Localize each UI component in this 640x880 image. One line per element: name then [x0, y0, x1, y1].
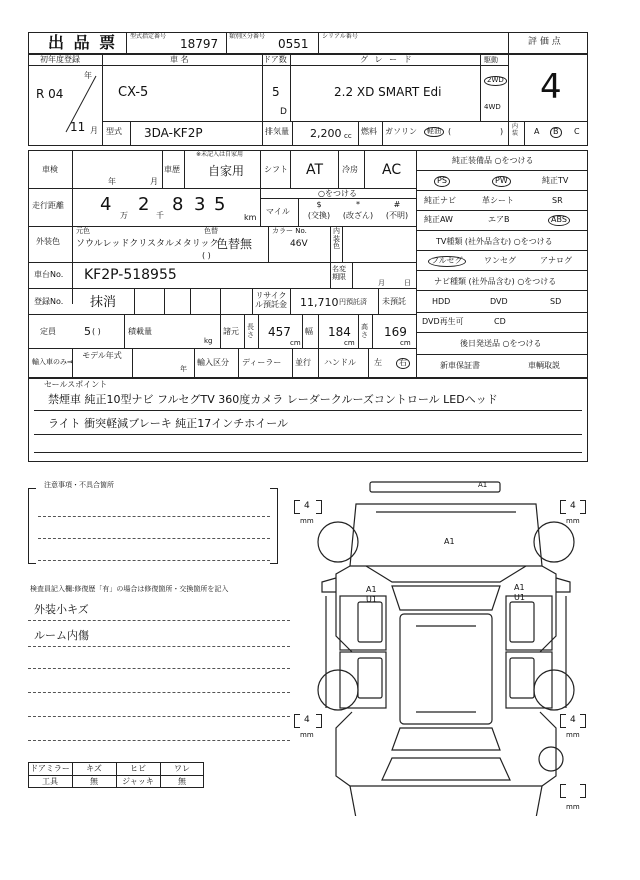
tire-front-left: 4 [304, 501, 310, 511]
mileage-mark-note: ○をつける [318, 189, 357, 198]
tire-rear-left: 4 [304, 715, 310, 725]
sales-points-label: セールスポイント [44, 380, 108, 389]
width-unit: cm [344, 339, 355, 347]
doors: 5 [272, 85, 280, 99]
mileage-digit-2: 2 [138, 194, 150, 215]
model-year-label: モデル年式 [82, 351, 122, 360]
first-reg-label: 初年度登録 [40, 55, 80, 64]
defect-line-2: ルーム内傷 [34, 629, 89, 642]
form-title: 出 品 票 [48, 33, 118, 52]
interior-color-label: 内装色 [333, 227, 340, 251]
legend-tools: 工具 [42, 777, 58, 786]
interior-a: A [534, 127, 540, 136]
mile-label: マイル [266, 207, 290, 216]
tire-front-right: 4 [570, 501, 576, 511]
legend-tools-value: 無 [90, 777, 98, 786]
chassis-no: KF2P-518955 [84, 267, 177, 283]
first-reg-year-suffix: 年 [84, 71, 92, 80]
recycle-status: 未預託 [382, 297, 406, 306]
equip-sr: SR [552, 196, 563, 205]
door-type: D [280, 107, 287, 117]
drive-4wd: 4WD [484, 103, 501, 111]
drive-label: 駆動 [484, 56, 498, 64]
displacement-label: 排気量 [265, 127, 289, 136]
capacity: 5 [84, 325, 91, 338]
color-no: 46V [290, 239, 308, 249]
capacity-label: 定員 [40, 327, 56, 336]
category-number-label: 類別区分番号 [229, 33, 266, 40]
width: 184 [328, 325, 351, 339]
handle-label: ハンドル [324, 358, 356, 367]
nav-sd: SD [550, 297, 562, 306]
original-color: ソウルレッドクリスタルメタリック [76, 239, 219, 249]
interior-c: C [574, 127, 580, 136]
mileage-digit-1: 4 [100, 194, 112, 215]
history: 自家用 [208, 164, 245, 178]
tv-fullseg: フルセグ [428, 256, 466, 267]
fuel-other-open: ( [448, 127, 452, 136]
tire-rear-right-unit: mm [566, 731, 580, 739]
nav-dvd-play: DVD再生可 [422, 317, 464, 326]
displacement: 2,200 [310, 127, 342, 140]
category-number: 0551 [278, 37, 309, 51]
mileage-digit-3: 8 [172, 194, 184, 215]
legend-scratch: キズ [86, 764, 102, 773]
defect-line-1: 外装小キズ [34, 603, 89, 616]
import-class-label: 輸入区分 [197, 358, 229, 367]
first-reg-month-suffix: 月 [90, 126, 98, 135]
import-parallel: 並行 [295, 358, 311, 367]
interior-b: B [550, 127, 562, 138]
exchange-symbol: $ [316, 200, 322, 209]
shaken-year-suffix: 年 [108, 177, 116, 186]
color-no-label: カラー No. [272, 227, 307, 235]
expiry-month: 月 [378, 279, 385, 287]
model-type: 3DA-KF2P [144, 126, 203, 140]
notes-label: 注意事項・不具合箇所 [44, 481, 114, 489]
nav-hdd: HDD [432, 297, 451, 306]
fuel-label: 燃料 [361, 127, 377, 136]
paint-change-label: 色替 [204, 227, 218, 235]
legend-jack-value: 無 [178, 777, 186, 786]
sales-line-1: 禁煙車 純正10型ナビ フルセグTV 360度カメラ レーダークルーズコントロール LEDヘッド [48, 393, 498, 406]
equip-aw: 純正AW [424, 215, 453, 224]
reg-no-label: 登録No. [34, 297, 64, 306]
height-label: 高さ [361, 323, 368, 339]
expiry-day: 日 [404, 279, 411, 287]
spare-tire-icon [536, 744, 566, 774]
tamper-label: (改ざん) [342, 211, 374, 220]
tire-front-left-unit: mm [300, 517, 314, 525]
mileage-unit-sen: 千 [156, 211, 164, 220]
first-reg-year: R 04 [36, 87, 64, 101]
tire-rear-left-unit: mm [300, 731, 314, 739]
grade-label: グ レ ー ド [360, 55, 414, 64]
mark-left-u: U1 [366, 595, 377, 604]
plate-expiry-label: 名変期限 [332, 265, 346, 282]
tv-type-label: TV種類 (社外品含む) ○をつける [436, 237, 553, 246]
tire-front-right-unit: mm [566, 517, 580, 525]
tv-oneseg: ワンセグ [484, 256, 516, 265]
import-dealer: ディーラー [242, 358, 282, 367]
legend-door-mirror: ドアミラー [30, 764, 70, 773]
mileage-unit-km: km [244, 213, 257, 222]
mark-front-bumper: A1 [478, 481, 488, 489]
car-name: CX-5 [118, 85, 149, 100]
serial-label: シリアル番号 [322, 33, 358, 40]
cooler-label: 冷房 [342, 165, 358, 174]
shipping-label: 後日発送品 ○をつける [460, 339, 542, 348]
displacement-unit: cc [344, 132, 352, 140]
mileage-digit-4: 3 [194, 194, 206, 215]
history-note: ※未記入は自家用 [196, 151, 244, 158]
unknown-symbol: # [393, 200, 401, 209]
ship-manual: 車輌取説 [528, 361, 560, 370]
recycle-label: リサイクル預託金 [255, 291, 287, 309]
unknown-label: (不明) [385, 211, 409, 220]
interior-label: 内装 [512, 123, 519, 137]
paint-paren: ( ) [202, 251, 211, 260]
ship-warranty: 新車保証書 [440, 361, 480, 370]
shaken-label: 車検 [42, 165, 58, 174]
mark-right-u: U1 [514, 593, 525, 602]
equip-tv: 純正TV [542, 176, 569, 185]
legend-crack: ヒビ [130, 764, 146, 773]
history-label: 車歴 [164, 165, 180, 174]
sales-line-2: ライト 衝突軽減ブレーキ 純正17インチホイール [48, 417, 288, 430]
equip-nav: 純正ナビ [424, 196, 456, 205]
first-reg-month: 11 [70, 120, 86, 134]
genuine-equipment-label: 純正装備品 ○をつける [452, 156, 534, 165]
spare-tire-unit: mm [566, 803, 580, 811]
equip-pw: PW [492, 176, 511, 187]
exterior-color-label: 外装色 [36, 237, 60, 246]
type-number: 18797 [180, 37, 219, 51]
mark-hood: A1 [444, 537, 455, 546]
mileage-digit-5: 5 [214, 194, 226, 215]
import-label: 輸入車のみ⇒ [32, 358, 73, 366]
inspector-note-label: 検査員記入欄:修復歴「有」の場合は修復箇所・交換箇所を記入 [30, 585, 229, 593]
mileage-unit-man: 万 [120, 211, 128, 220]
legend-jack: ジャッキ [122, 777, 154, 786]
reg-no: 抹消 [90, 295, 117, 310]
handle-right: 右 [396, 358, 410, 369]
exchange-label: (交換) [307, 211, 331, 220]
grade: 2.2 XD SMART Edi [334, 85, 442, 99]
tamper-symbol: * [356, 200, 360, 209]
paint-change: 色替無 [216, 237, 253, 251]
car-name-label: 車 名 [170, 55, 189, 64]
length: 457 [268, 325, 291, 339]
length-unit: cm [290, 339, 301, 347]
doors-label: ドア数 [263, 55, 287, 64]
load-label: 積載量 [128, 327, 152, 336]
rating-value: 4 [540, 67, 562, 107]
recycle-amount: 11,710 [300, 296, 339, 309]
length-label: 長さ [247, 323, 254, 339]
drive-2wd: 2WD [484, 76, 507, 86]
equip-airbag: エアB [488, 215, 510, 224]
height-unit: cm [400, 339, 411, 347]
mark-right-a: A1 [514, 583, 525, 592]
dimension-label: 諸元 [223, 327, 239, 336]
type-number-label: 型式指定番号 [130, 33, 167, 40]
nav-cd: CD [494, 317, 506, 326]
load-unit: kg [204, 337, 213, 345]
nav-type-label: ナビ種類 (社外品含む) ○をつける [434, 277, 557, 286]
shift-label: シフト [264, 165, 288, 174]
shaken-month-suffix: 月 [150, 177, 158, 186]
fuel-diesel: 軽油 [424, 127, 444, 137]
legend-broken: ワレ [174, 764, 190, 773]
fuel-other-close: ) [500, 127, 504, 136]
nav-dvd: DVD [490, 297, 508, 306]
cooler: AC [382, 162, 402, 178]
width-label: 幅 [305, 327, 313, 336]
tire-rear-right: 4 [570, 715, 576, 725]
equip-leather: 革シート [482, 196, 514, 205]
handle-left: 左 [374, 358, 382, 367]
fuel-gasoline: ガソリン [385, 127, 417, 136]
rating-label: 評 価 点 [528, 37, 561, 47]
shift: AT [306, 162, 324, 178]
chassis-label: 車台No. [34, 270, 64, 279]
original-color-label: 元色 [76, 227, 90, 235]
capacity-paren: ( ) [92, 327, 101, 336]
mileage-label: 走行距離 [32, 201, 64, 210]
tv-analog: アナログ [540, 256, 572, 265]
equip-abs: ABS [548, 215, 570, 226]
mark-left-a: A1 [366, 585, 377, 594]
height: 169 [384, 325, 407, 339]
model-year-suffix: 年 [180, 365, 187, 373]
recycle-unit: 円預託済 [339, 298, 367, 306]
model-type-label: 型式 [106, 127, 122, 136]
equip-ps: PS [434, 176, 450, 187]
